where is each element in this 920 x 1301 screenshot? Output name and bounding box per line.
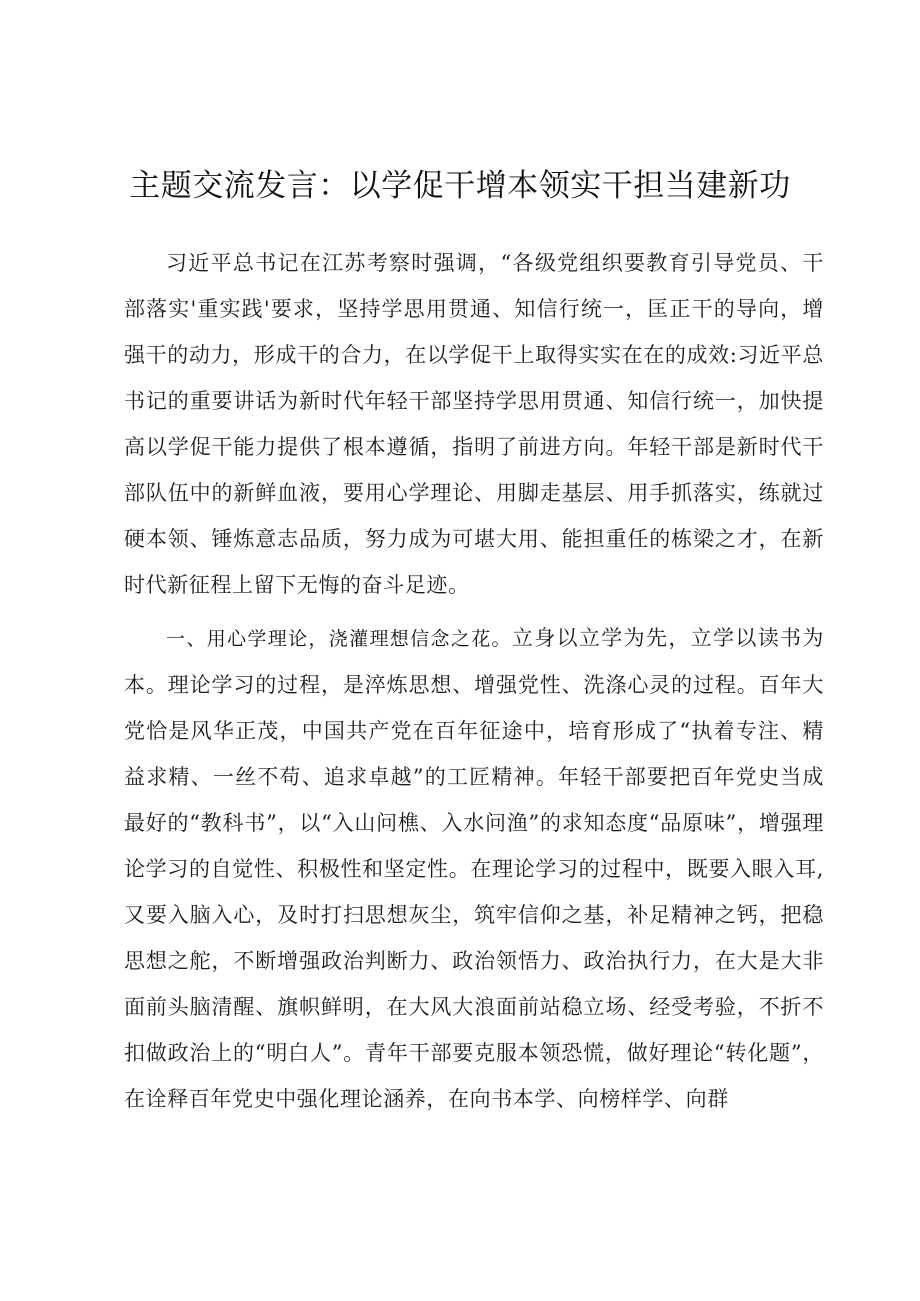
document-title: 主题交流发言：以学促干增本领实干担当建新功 bbox=[129, 168, 791, 204]
section-one-text: 立身以立学为先，立学以读书为本。理论学习的过程，是淬炼思想、增强党性、洗涤心灵的过程。百年大党恰是风华正茂，中国共产党在百年征途中，培育形成了“执着专注、精益求精、一丝不苟、追求卓越”的工匠精神。年轻干部要把百年党史当成最好的“教科书”，以“入山问樵、入水问渔”的求知态度“品原味”，增强理论学习的自觉性、积极性和坚定性。在理论学习的过程中，既要入眼入耳,又要入脑入心，及时打扫思想灰尘，筑牢信仰之基，补足精神之钙，把稳思想之舵，不断增强政治判断力、政治领悟力、政治执行力，在大是大非面前头脑清醒、旗帜鲜明，在大风大浪面前站稳立场、经受考验，不折不扣做政治上的“明白人”。青年干部要克服本领恐慌，做好理论“转化题”，在诠释百年党史中强化理论涵养，在向书本学、向榜样学、向群 bbox=[124, 626, 824, 1111]
intro-paragraph-text: 习近平总书记在江苏考察时强调，“各级党组织要教育引导党员、干部落实'重实践'要求，坚持学思用贯通、知信行统一，匡正干的导向，增强干的动力，形成干的合力，在以学促干上取得实实在在的成效:习近平总书记的重要讲话为新时代年轻干部坚持学思用贯通、知信行统一，加快提高以学促干能力提供了根本遵循，指明了前进方向。年轻干部是新时代干部队伍中的新鲜血液，要用心学理论、用脚走基层、用手抓落实，练就过硬本领、锤炼意志品质，努力成为可堪大用、能担重任的栋梁之才，在新时代新征程上留下无悔的奋斗足迹。 bbox=[124, 251, 824, 597]
intro-paragraph bbox=[124, 240, 824, 608]
section-one-paragraph bbox=[124, 615, 824, 1122]
section-one-heading: 一、用心学理论，浇灌理想信念之花。 bbox=[166, 628, 512, 650]
